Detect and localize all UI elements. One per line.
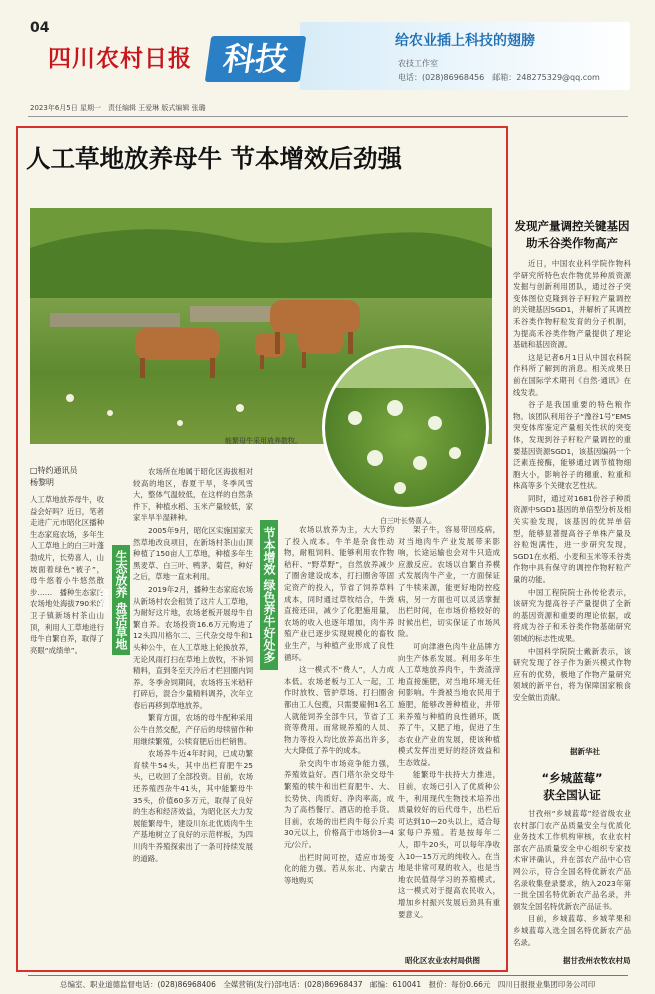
- paragraph: 中国科学院院士戴新表示，该研究发现了谷子作为新兴模式作物应有的优势，极地了作物产量研究领域的新平台，将为保障国家粮食安全做出贡献。: [513, 646, 631, 702]
- paragraph: 中国工程院院士孙传伦表示，该研究为提高谷子产量提供了全新的基因资源和重要的理论依据，或将成为谷子和禾谷类作物基础研究领域的标志性成果。: [513, 587, 631, 643]
- photo-inset-caption: 白三叶长势喜人。: [380, 517, 436, 525]
- paragraph: 可向津港色肉牛业品牌方向生产体系发展。利用多年生人工草地放养肉牛，牛粪渣滓地直接施肥，对当地环境无任何影响。牛粪被当地农民用于施肥，能够改善种植业，并带来养殖与种植的良性循环，既养了牛，又肥了地，促进了生态农业产业的发展，使该种植模式发挥出更好的经济效益和生态效益。: [398, 641, 500, 767]
- paragraph: 农场养牛近4年时间，已成功繁育犊牛54头，其中出栏育肥牛25头，已收回了全部投资。目前，农场还养殖西杂牛41头，其中能繁母牛35头，价值60多万元，取得了良好的生态和经济效益，为昭化区大力发展能繁母牛，建设川东北优质肉牛生产基地树立了良好的示范样板，为四川肉牛养殖探索出了一条可持续发展的道路。: [133, 749, 253, 863]
- header-editor: 农技工作室: [398, 59, 438, 68]
- paragraph: 这是记者6月1日从中国农科院作科所了解到的消息。相关成果日前在国际学术期刊《自然·通讯》在线发表。: [513, 352, 631, 397]
- article-column-1: [133, 466, 253, 968]
- side-story-1-body: [513, 258, 631, 738]
- paragraph: 近日，中国农业科学院作物科学研究所特色农作物优异种质资源发掘与创新利用团队，通过谷子突变体图位克隆到谷子籽粒产量调控的关键基因SGD1，并解析了其调控禾谷类作物籽粒发育的分子机制，为提高禾谷类作物产量提供了理论基础和基因资源。: [513, 259, 631, 350]
- article-column-2: [284, 524, 394, 964]
- side-story-2-body: [513, 808, 631, 958]
- article-column-3: [398, 524, 500, 956]
- side-story-2-credit: 据甘孜州农牧农村局: [563, 956, 631, 965]
- side-story-1-credit: 据新华社: [570, 747, 600, 756]
- paragraph: 能繁母牛扶持大力推进，目前，农场已引入了优质种公牛，利用现代生物技术培养出质量较好的后代母牛，出栏后可达到10—20头以上，适合每家每户养殖。若是按每年二人，即牛20头，可以每年净收入10—15万元的纯收入。在当地是非常可观的收入，也是当地农民值得学习的养殖模式。这一模式对于提高农民收入，增加乡村振兴发展后劲具有重要意义。: [398, 770, 500, 919]
- byline: [30, 465, 100, 489]
- photo-main-caption: 能繁母牛采用放养散牧。: [225, 437, 302, 445]
- paragraph: 出栏时间可控，适应市场变化的能力强。若从东北、内蒙古等地购买: [284, 852, 394, 885]
- byline-role: □特约通讯员: [30, 466, 78, 475]
- subhead-cost-saving: 节本增效 绿色养牛好处多: [260, 520, 278, 670]
- paragraph: 2005年9月，昭化区实施国家天然草地改良项目，在新场村茶山山顶种植了150亩人工草地，种植多年生黑麦草、白三叶、鸭茅、菊苣，种好之后，草地一直未利用。: [133, 525, 253, 582]
- paragraph: 甘孜州“乡城蓝莓”经省级农业农村部门农产品质量安全与优质化业务技术工作机构审核，农业农村部农产品质量安全中心组织专家技术审评确认，并在部农产品中心官网公示，符合全国名特优新农产品名录收集登录要求，纳入2023年第一批全国名特优新农产品名录，并颁发全国名特优新农产品证书。: [513, 809, 631, 911]
- article-lead: 人工草地放养母牛，收益会好吗？近日，笔者走进广元市昭化区播种生态家庭农场，多年生人工草地上的白三叶蓬勃成片，长势喜人，山坡面着绿色“被子”，母牛悠着小牛悠然散步…… 播种生态家庭农场地处海拔790米的卫子镇新场村茶山山顶，利用人工草地进行母牛自繁自养，取得了亮眼“成绩单”。: [30, 495, 104, 655]
- paragraph: 同时，通过对1681份谷子种质资源中SGD1基因的单倍型分析及相关实验发现，该基因的优异单倍型，能够显著提高谷子单株产量及谷粒饱满性，进一步研究发现，SGD1在水稻、小麦和玉米等禾谷类作物中具有保守的调控作物籽粒产量的功能。: [513, 493, 631, 585]
- footer-info: 总编室、职业道德监督电话：(028)86968406 全媒营销(发行)部电话：(028)86968437 邮编：610041 报价：每份0.66元 四川日报报业集团印务公司印: [60, 980, 596, 989]
- clover-illustration: [325, 348, 486, 507]
- date-line: 2023年6月5日 星期一 责任编辑 王爱琳 版式编辑 张璐: [30, 104, 206, 112]
- header-contact: 电话：(028)86968456 邮箱：248275329@qq.com: [398, 73, 600, 82]
- side-story-1-title-line2: 助禾谷类作物高产: [526, 236, 618, 250]
- footer-divider: [28, 975, 628, 976]
- paragraph: 目前，乡城蓝莓、乡城苹果和乡城蓝莓入选全国名特优新农产品名录。: [513, 914, 631, 947]
- top-divider: [28, 116, 628, 117]
- paragraph: 农场以放养为主，大大节约了投入成本。牛羊是杂食性动物，耐粗饲料、能够利用农作物秸秆、“野草野”，自然放养减少了圈舍建设成本，打扫圈舍等固定资产的投入，节省了饲养草料成本，同时通过草牧结合，牛粪直接还田，减少了化肥施用量，农场的收入也逐年增加，肉牛养殖产业已逐步实现规模化的畜牧业生产，与种植产业形成了良性循环。: [284, 525, 394, 662]
- paragraph: 2019年2月，播种生态家庭农场从新场村农会租赁了这片人工草地，为耐好这片地，农场老板开展母牛自繁自养。农场投资16.6万元购进了12头四川格尔二、三代杂交母牛和1头种公牛，在人工草地上轮换放养，无论风雨打扫在草地上放牧，不补饲精料，直到冬至天冷后才栏回圈内饲养。冬季舍饲期间，农场将玉米秸秆打碎后，混合少量精料调养，次年立春后再移到草地放养。: [133, 584, 253, 710]
- side-story-1-title-line1: 发现产量调控关键基因: [514, 219, 630, 233]
- side-story-2-title-line1: “乡城蓝莓”: [541, 771, 603, 785]
- side-story-2-title: [513, 770, 631, 804]
- paragraph: 繁育方面，农场的母牛配种采用公牛自然交配，产仔后的母犊留作种用继续繁殖，公犊育肥后出栏销售。: [133, 713, 253, 746]
- paragraph: 谷子是我国重要的特色粮作物。该团队利用谷子“豫谷1号”EMS突变体库鉴定产量相关性状的突变体，发现到谷子籽粒产量调控的重要基因资源SGD1，该基因编码一个泛素连接酶，能够通过调节植物细胞大小，影响谷子的穗重、粒重和株高等多个关键农艺性状。: [513, 400, 631, 491]
- side-story-2-title-line2: 获全国认证: [543, 788, 601, 802]
- paragraph: 杂交肉牛市场竞争能力强，养殖效益好。西门塔尔杂交母牛繁殖的犊牛和出栏育肥牛、大、长势快、肉质好、净肉率高，成为了高档餐厅、酒店的抢手货。目前，农场的出栏肉牛每公斤卖30元以上，价格高于市场价3—4元/公斤。: [284, 758, 394, 850]
- paragraph: 架子牛，容易带回疫病，对当地肉牛产业发展带来影响，长途运输也会对牛只造成应激反应。农场以自繁自养模式发展肉牛产业，一方面保证了牛犊来源，能更好地防控疫病，另一方面也可以灵活掌握出栏时间，在市场价格较好的时候出栏，切实保证了市场风险。: [398, 525, 500, 639]
- byline-author: 杨黎明: [30, 478, 54, 487]
- article-headline: 人工草地放养母牛 节本增效后劲强: [26, 144, 403, 173]
- photo-credit: 昭化区农业农村局供图: [405, 956, 480, 965]
- header-slogan: 给农业插上科技的翅膀: [395, 33, 535, 49]
- photo-white-clover: [322, 345, 489, 510]
- paragraph: 这一模式不“费人”，人力成本低。农场老板与工人一起，工作时放牧、管护草场、打扫圈舍都由工人包揽，只需要雇佣1名工人就能饲养全部牛只，节省了工资等费用。而常规养殖的人员、物力等投入均比放养高出许多，大大降低了养牛的成本。: [284, 665, 394, 756]
- subhead-ecological-grazing: 生态放养 盘活草地资源: [112, 545, 130, 655]
- section-tag: 科技: [205, 36, 306, 82]
- side-story-1-title: [513, 218, 631, 252]
- page-number: 04: [30, 20, 50, 36]
- newspaper-brand: 四川农村日报: [48, 45, 192, 72]
- paragraph: 农场所在地属于昭化区海拔相对较高的地区，春夏干旱，冬季风雪大，整体气温较低，在这样的自然条件下，种植水稻、玉米产量较低，家家半旱半湿耕种。: [133, 467, 253, 523]
